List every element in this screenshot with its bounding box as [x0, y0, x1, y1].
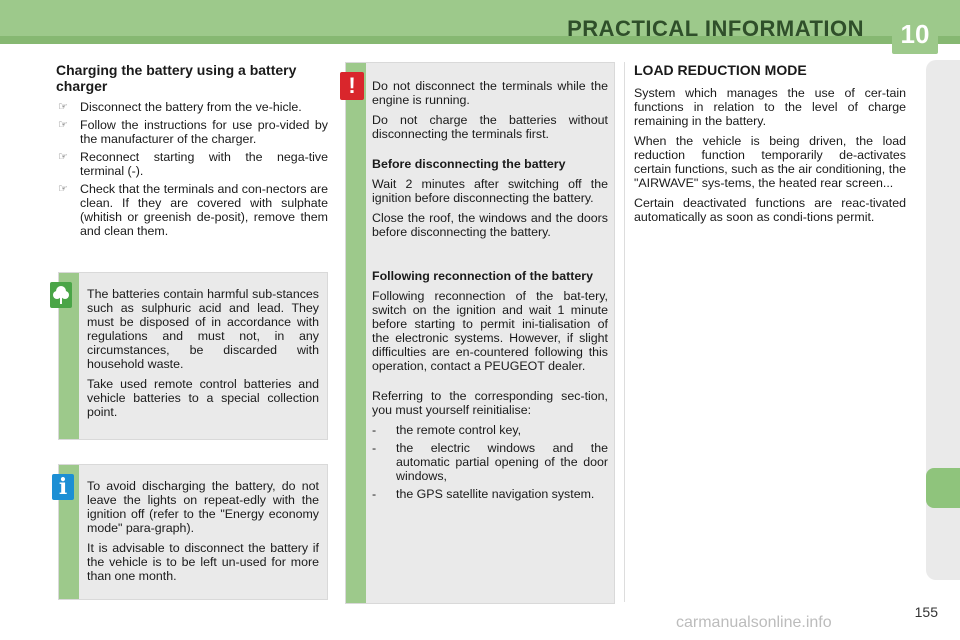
load-reduction-text-1: System which manages the use of cer-tain functions in relation to the level of charge remaining in the battery.: [634, 86, 906, 128]
environment-box: [58, 272, 328, 440]
step-text: Reconnect starting with the nega-tive terminal (-).: [80, 150, 328, 178]
page-title: PRACTICAL INFORMATION: [567, 16, 864, 41]
chapter-rail-tab[interactable]: [926, 468, 960, 508]
list-item: [56, 100, 328, 114]
charging-section: [56, 62, 328, 242]
watermark: carmanualsonline.info: [676, 614, 832, 631]
list-item: [56, 118, 328, 146]
load-reduction-section: [634, 62, 906, 230]
finger-pointer-icon: ☞: [58, 151, 68, 163]
environment-text-1: The batteries contain harmful sub-stances such as sulphuric acid and lead. They must be disposed of in accordance with regulations and must not, in any circumstances, be discarded with household waste.: [87, 287, 319, 371]
load-reduction-text-2: When the vehicle is being driven, the load reduction function temporarily de-activates certain functions, such as the air conditioning, the "AIRWAVE" sys-tems, the heated rear screen...: [634, 134, 906, 190]
warning-text-2: Do not charge the batteries without disconnecting the terminals first.: [372, 113, 608, 141]
info-box: [58, 464, 328, 600]
finger-pointer-icon: ☞: [58, 101, 68, 113]
list-item: [56, 182, 328, 238]
load-reduction-heading: LOAD REDUCTION MODE: [634, 62, 807, 78]
warning-text-1: Do not disconnect the terminals while the engine is running.: [372, 79, 608, 107]
environment-text-2: Take used remote control batteries and vehicle batteries to a special collection point.: [87, 377, 319, 419]
info-icon: i: [52, 474, 74, 500]
load-reduction-text-3: Certain deactivated functions are reac-tivated automatically as soon as condi-tions permit.: [634, 196, 906, 224]
charging-steps: [56, 100, 328, 238]
list-item: [56, 150, 328, 178]
before-disconnecting-heading: Before disconnecting the battery: [372, 157, 566, 171]
tree-icon: [50, 282, 72, 308]
box-strip: [346, 63, 366, 603]
before-text-1: Wait 2 minutes after switching off the ignition before disconnecting the battery.: [372, 177, 608, 205]
reinit-item-text: the GPS satellite navigation system.: [396, 487, 595, 501]
warning-box: [345, 62, 615, 604]
info-text-1: To avoid discharging the battery, do not leave the lights on repeat-edly with the ignition off (refer to the "Energy economy mode" para-graph).: [87, 479, 319, 535]
reinit-item-text: the remote control key,: [396, 423, 522, 437]
step-text: Disconnect the battery from the ve-hicle.: [80, 100, 302, 114]
exclamation-icon: !: [340, 72, 364, 100]
list-item: - the electric windows and the automatic partial opening of the door windows,: [372, 441, 608, 483]
finger-pointer-icon: ☞: [58, 119, 68, 131]
reinit-list: [372, 423, 608, 501]
info-text-2: It is advisable to disconnect the battery if the vehicle is to be left un-used for more than one month.: [87, 541, 319, 583]
after-text-1: Following reconnection of the bat-tery, switch on the ignition and wait 1 minute before starting to permit ini-tialisation of the electronic systems. However, if slight difficulties are en-countered following this operation, contact a PEUGEOT dealer.: [372, 289, 608, 373]
step-text: Follow the instructions for use pro-vided by the manufacturer of the charger.: [80, 118, 328, 146]
column-divider: [624, 62, 625, 602]
step-text: Check that the terminals and con-nectors are clean. If they are covered with sulphate (whitish or greenish de-posit), remove them and clean them.: [80, 182, 328, 238]
chapter-number: 10: [900, 18, 930, 49]
charging-heading: Charging the battery using a battery charger: [56, 62, 297, 94]
after-reconnection-heading: Following reconnection of the battery: [372, 269, 593, 283]
finger-pointer-icon: ☞: [58, 183, 68, 195]
list-item: - the GPS satellite navigation system.: [372, 487, 595, 501]
reinit-intro: Referring to the corresponding sec-tion, you must yourself reinitialise:: [372, 389, 608, 417]
reinit-item-text: the electric windows and the automatic partial opening of the door windows,: [396, 441, 608, 483]
before-text-2: Close the roof, the windows and the doors before disconnecting the battery.: [372, 211, 608, 239]
list-item: - the remote control key,: [372, 423, 522, 437]
page-number: 155: [914, 604, 938, 620]
